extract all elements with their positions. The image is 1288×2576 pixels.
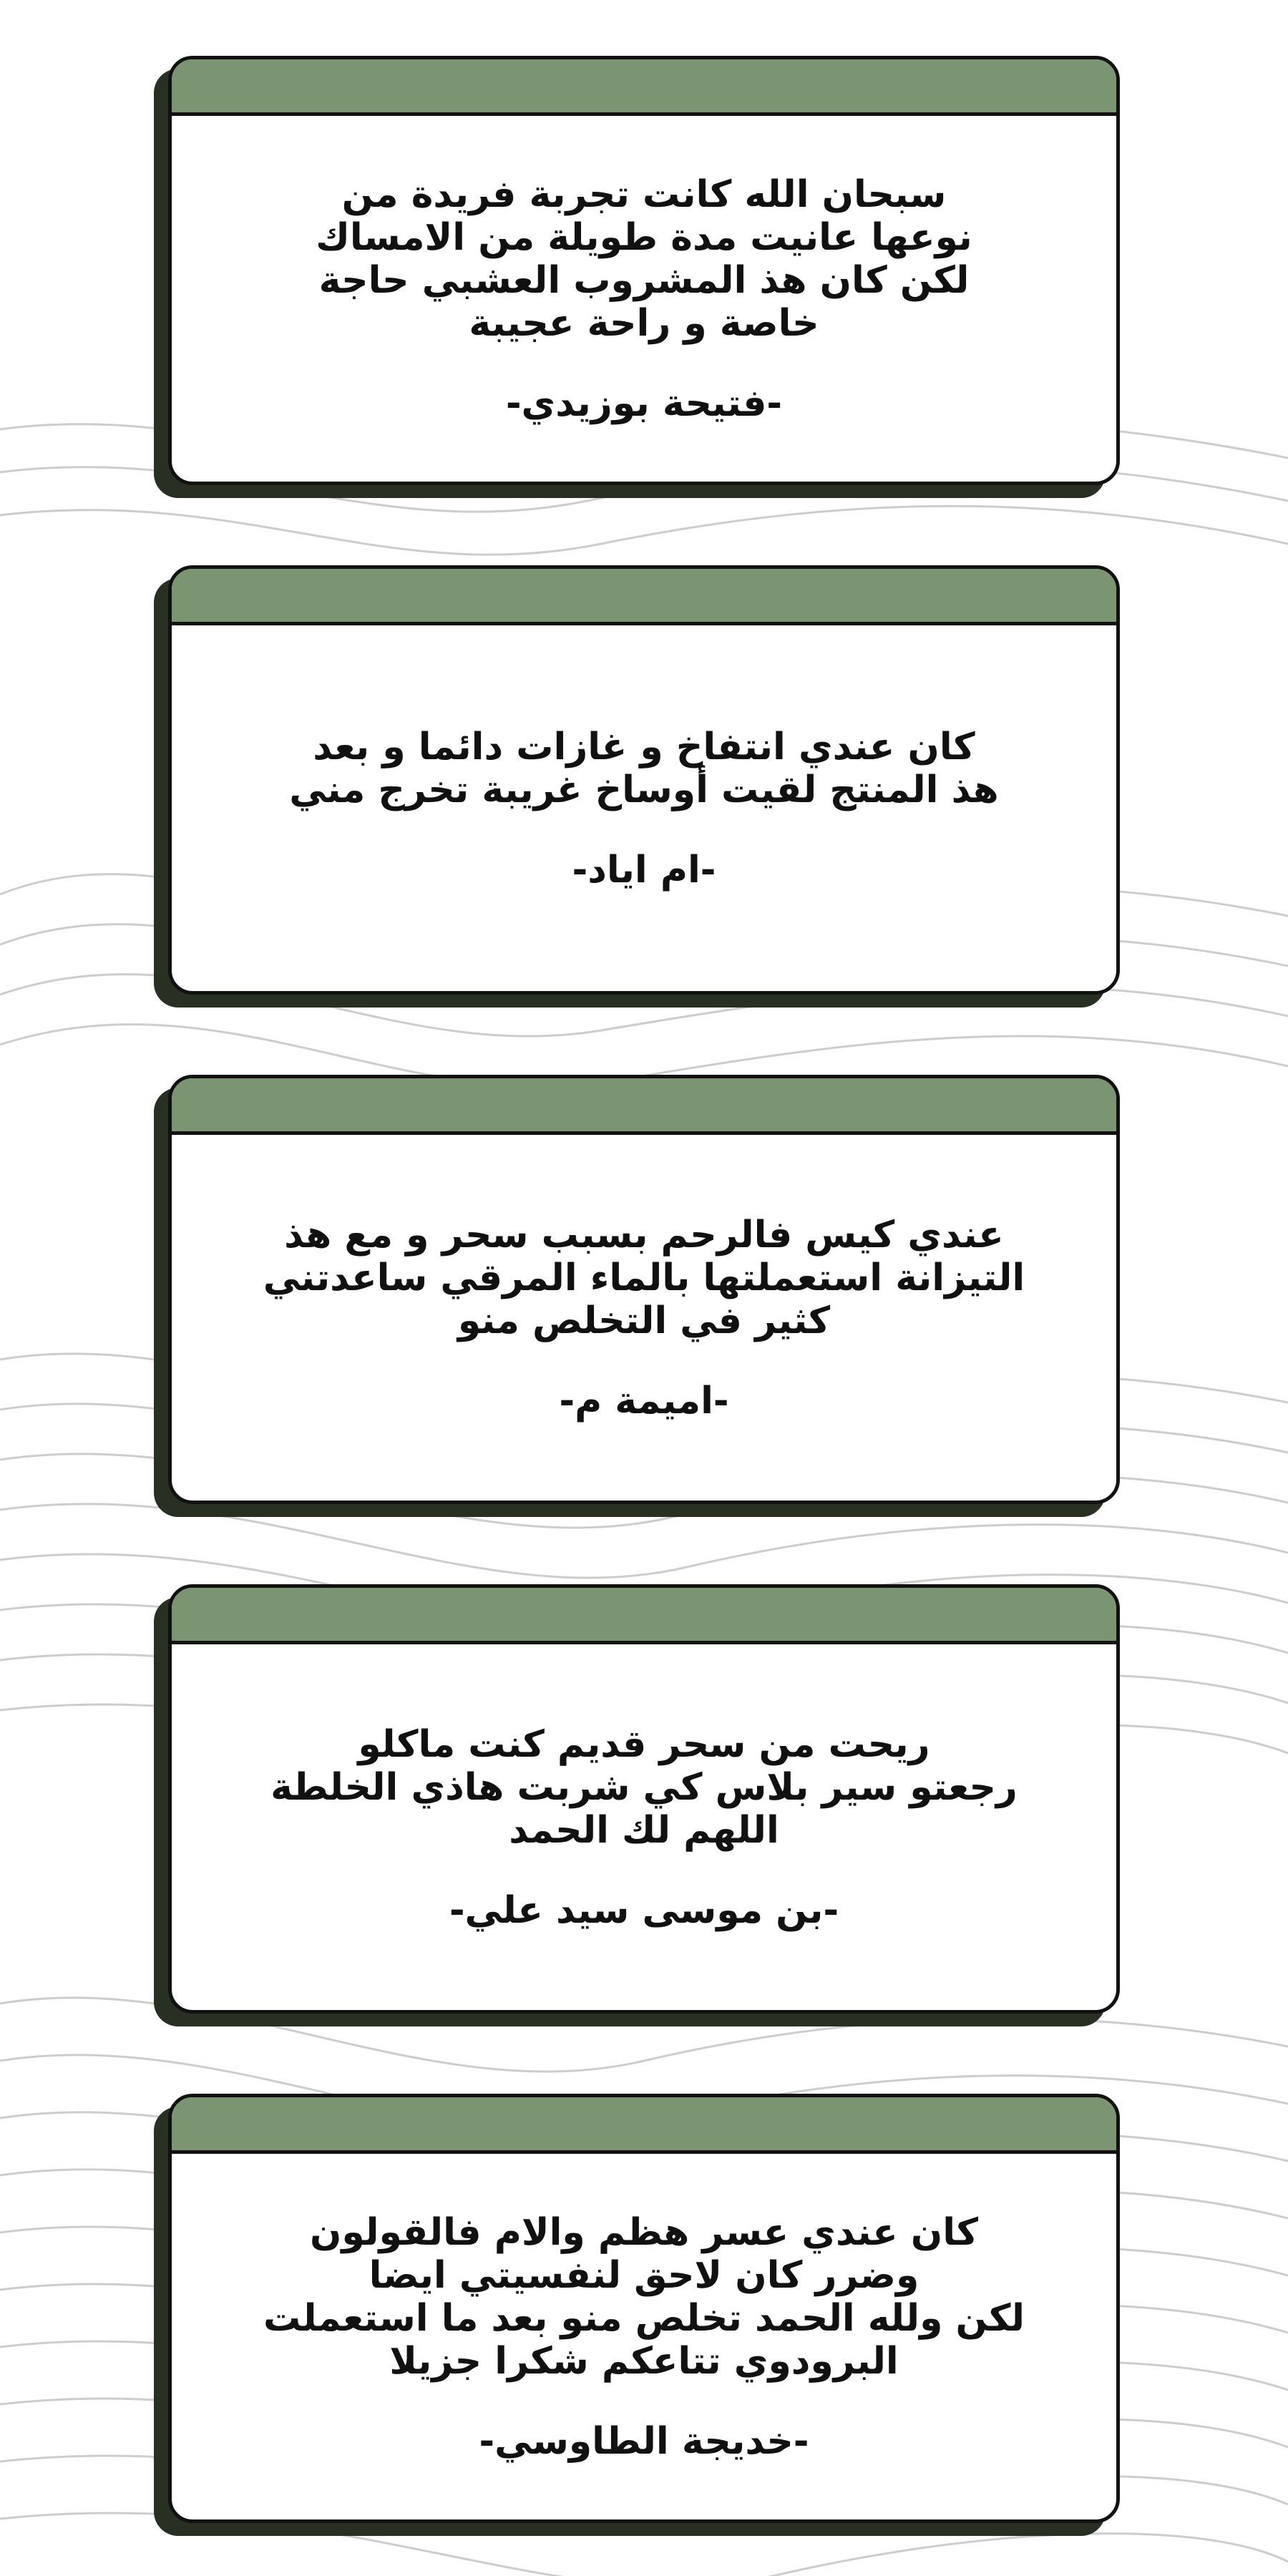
testimonial-author: -خديجة الطاوسي- [479,2419,809,2463]
quote-line: لكن كان هذ المشروب العشبي حاجة [318,258,970,302]
quote-line: سبحان الله كانت تجربة فريدة من [341,172,947,216]
testimonial-card [168,1584,1120,2014]
testimonial-quote [263,1214,1025,1342]
quote-line: كثير في التخلص منو [457,1299,831,1342]
testimonial-author: -ام اياد- [572,848,716,892]
testimonial-author: -اميمة م- [559,1379,729,1423]
quote-line: ريحت من سحر قديم كنت ماكلو [358,1722,930,1766]
quote-line: نوعها عانيت مدة طويلة من الامساك [316,215,972,259]
card-header [172,59,1116,116]
card-body [172,2154,1116,2519]
quote-line: عندي كيس فالرحم بسبب سحر و مع هذ [284,1213,1004,1257]
quote-line: وضرر كان لاحق لنفسيتي ايضا [369,2253,919,2297]
testimonial-quote [316,173,972,345]
testimonial-quote [289,726,998,811]
quote-line: كان عندي عسر هظم والام فالقولون [310,2210,978,2254]
testimonial-card [168,1075,1120,1504]
quote-line: خاصة و راحة عجيبة [469,301,819,345]
card-body [172,116,1116,482]
card-body [172,1135,1116,1501]
testimonial-card [168,2094,1120,2523]
card-header [172,569,1116,625]
testimonial-author: -فتيحة بوزيدي- [505,381,783,425]
testimonial-quote [263,2211,1025,2383]
testimonial-quote [270,1723,1018,1852]
quote-line: رجعتو سير بلاس كي شربت هاذي الخلطة [270,1765,1018,1809]
testimonial-card [168,565,1120,995]
card-header [172,1588,1116,1644]
quote-line: التيزانة استعملتها بالماء المرقي ساعدتني [263,1256,1025,1299]
quote-line: البرودوي تتاعكم شكرا جزيلا [389,2339,899,2383]
quote-line: اللهم لك الحمد [509,1808,779,1852]
quote-line: لكن ولله الحمد تخلص منو بعد ما استعملت [263,2296,1025,2340]
card-header [172,1078,1116,1135]
card-body [172,1644,1116,2010]
testimonial-author: -بن موسى سيد علي- [449,1888,839,1932]
quote-line: هذ المنتج لقيت أوساخ غريبة تخرج مني [289,768,999,811]
card-header [172,2097,1116,2154]
quote-line: كان عندي انتفاخ و غازات دائما و بعد [313,725,975,769]
card-body [172,625,1116,991]
testimonial-card [168,56,1120,485]
